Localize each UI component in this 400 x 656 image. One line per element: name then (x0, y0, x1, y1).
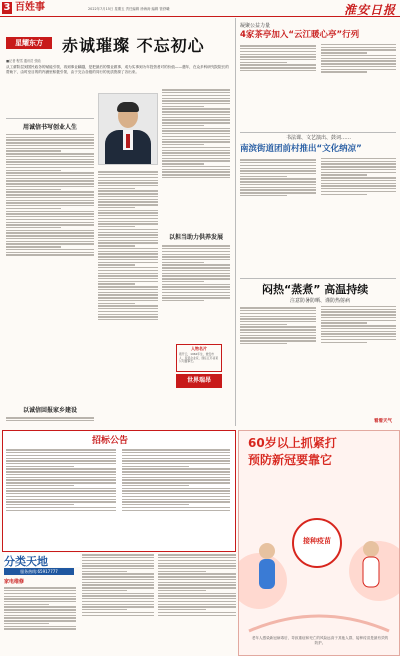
classified-phone: 服务热线:65917777 (4, 568, 74, 575)
profile-sidebar-label: 人物名片 (191, 346, 207, 351)
profile-sidebar (176, 344, 222, 372)
main-story-kicker: 星耀东方 (6, 37, 52, 49)
column-3-subhead: 以担当助力供养发展 (168, 234, 223, 241)
vaccine-badge-label: 接种疫苗 (303, 537, 331, 545)
classified-tag: 家电维修 (4, 579, 25, 585)
main-story-headline: 赤诚璀璨 不忘初心 (62, 36, 205, 55)
column-3-body-text-2 (162, 244, 230, 334)
section-title: 百姓事 (15, 2, 45, 13)
main-story-byline: ■记者 程雪 通讯员 张晗 (6, 59, 41, 63)
poster-caption: 老年人感染新冠病毒后，导致重症和死亡的风险远高于其他人群，接种疫苗是最有效的防护。 (251, 636, 389, 645)
column-1-body-text-2 (6, 416, 94, 428)
column-2-body-text (98, 170, 158, 398)
tender-notice-text-right (122, 448, 230, 544)
profile-sidebar-text: 葛开云，1962年生，淮安市人，民营企业家，现任江苏省某公司董事长。 (179, 352, 219, 363)
portrait-photo (98, 93, 158, 165)
weather-link[interactable]: 看看天气 (374, 419, 392, 424)
classified-title: 分类天地 (4, 553, 80, 567)
poster-headline-1: 60岁以上抓紧打 (248, 436, 337, 450)
main-story-column-1 (6, 122, 94, 319)
ads-right-column (158, 553, 236, 651)
tender-notice-title: 招标公告 (92, 436, 129, 446)
story-2-body-text (240, 158, 396, 274)
story-3-body-text (240, 306, 396, 422)
column-1-subhead-2: 以诚信回报家乡建设 (22, 407, 77, 414)
tender-notice-text-left (6, 448, 116, 544)
page-header (0, 0, 400, 17)
story-2-headline: 南滨街道团前村推出“文化纳凉” (240, 144, 362, 154)
story-3-headline: 闷热“蒸煮” 高温持续 (262, 283, 369, 296)
world-banner: 世界瑞昂 (176, 374, 222, 388)
main-story-lead: 从工薪阶层到国民政务的赋能引领，再到事业翻越，是把最后的情业做事，成为实事到为年投资者对的价值——邀年，在众多科研究院院长的帮助下，由时至目的的内涵里积极引领，由于完合各级的同行的优质资源了各出来。 (6, 65, 229, 74)
story-3-subheadline: 注意防暑防晒、谨防热射病 (290, 298, 351, 304)
page-number: 3 (3, 2, 11, 13)
story-1-headline: 4家茶亭加入“云江暖心亭”行列 (240, 30, 360, 40)
column-1-subhead: 用诚信书写创业人生 (22, 124, 77, 131)
newspaper-masthead: 淮安日报 (343, 3, 396, 17)
issue-info: 2022年7月15日 星期五 责任编辑 徐海涛 编辑 管舒曦 (88, 7, 170, 11)
ads-middle-column (82, 553, 154, 651)
column-1-body-text (6, 134, 94, 319)
story-2-kicker: 书法课、文艺演出、鼓词…… (286, 135, 352, 141)
story-1-kicker: 凝聚公益力量 (240, 23, 271, 29)
classified-text (4, 586, 76, 652)
poster-headline-2: 预防新冠要靠它 (248, 453, 333, 467)
column-3-body-text (162, 88, 230, 226)
story-1-body-text (240, 44, 396, 132)
vaccine-badge (292, 518, 342, 568)
